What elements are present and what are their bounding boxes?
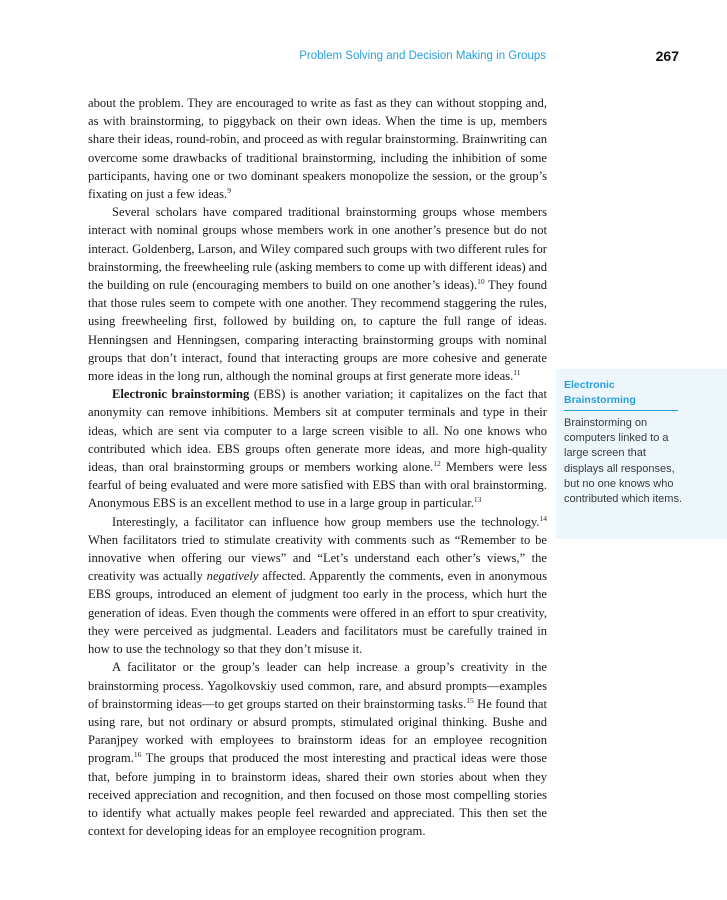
footnote-ref-12: 12	[433, 459, 441, 469]
paragraph-text: A facilitator or the group’s leader can help increase a group’s creativity in the brainstorming process. Yagolkovskiy used common, rare, and absurd prompts—examples of brainstorming ideas—to get groups started on their brainstorming tasks.	[88, 660, 547, 711]
paragraph-text: (EBS) is another variation; it capitalizes on the fact that anonymity can remove inhibitions. Members sit at computer terminals and type in their ideas, which are sent via computer to a large screen visible to all. No one knows who contributed which idea. EBS groups often generate more ideas, and more high-quality ideas, than oral brainstorming groups or members working alone.	[88, 387, 547, 475]
body-text	[88, 94, 547, 840]
running-title: Problem Solving and Decision Making in Groups	[299, 50, 546, 62]
emphasis-text: negatively	[206, 569, 259, 584]
footnote-ref-16: 16	[133, 750, 142, 760]
paragraph-text: He found that using rare, but not ordinary or absurd prompts, stimulated original thinking. Bushe and Paranjpey worked with employees to brainstorm ideas for an employee recognition program.	[88, 696, 547, 766]
glossary-definition: Brainstorming on computers linked to a large screen that displays all responses, but no one knows who contributed which items.	[564, 417, 682, 506]
running-head	[0, 50, 727, 70]
paragraph-text: They found that those rules seem to compete with one another. They recommend staggering the rules, using freewheeling first, followed by building on, to capture the full range of ideas. Henningsen and Henningsen, comparing interacting brainstorming groups with nominal groups that don’t interact, found that interacting groups are more cohesive and generate more ideas in the long run, although the nominal groups at first generate more ideas.	[88, 278, 547, 384]
margin-glossary-note	[556, 369, 727, 539]
footnote-ref-11: 11	[513, 368, 521, 378]
paragraph-2	[88, 203, 547, 385]
paragraph-4	[88, 513, 547, 659]
key-term: Electronic brainstorming	[112, 387, 250, 402]
paragraph-text: Members were less fearful of being evaluated and were more satisfied with EBS than with oral brainstorming. Anonymous EBS is an excellent method to use in a large group in particular.	[88, 460, 547, 511]
paragraph-text: When facilitators tried to stimulate creativity with comments such as “Remember to be innovative when offering our views” and “Let’s understand each other’s views,” the creativity was actually	[88, 532, 547, 584]
footnote-ref-15: 15	[466, 695, 474, 705]
paragraph-text: The groups that produced the most interesting and practical ideas were those that, before jumping in to brainstorm ideas, shared their own stories about when they received appreciation and recognition, and then focused on those most compelling stories to identify what actually makes people feel rewarded and appreciated. This then set the context for developing ideas for an employee recognition program.	[88, 751, 547, 839]
paragraph-text: affected. Apparently the comments, even in anonymous EBS groups, introduced an element of judgment too early in the process, which hurt the generation of ideas. Even though the comments were offered in an effort to spur creativity, they were perceived as judgmental. Leaders and facilitators must be carefully trained in how to use the technology so that they don’t misuse it.	[88, 569, 547, 657]
paragraph-text: Interestingly, a facilitator can influence how group members use the technology.	[112, 514, 540, 529]
paragraph-3	[88, 385, 547, 512]
page-number: 267	[655, 48, 679, 64]
glossary-term: Electronic Brainstorming	[564, 378, 678, 411]
footnote-ref-14: 14	[539, 513, 547, 523]
footnote-ref-9: 9	[227, 186, 231, 196]
footnote-ref-13: 13	[473, 495, 482, 505]
paragraph-1	[88, 94, 547, 203]
paragraph-text: Several scholars have compared traditional brainstorming groups whose members interact with nominal groups whose members work in one another’s presence but do not interact. Goldenberg, Larson, and Wiley compared such groups with two different rules for brainstorming, the freewheeling rule (asking members to come up with different ideas) and the building on rule (encouraging members to build on one another’s ideas).	[88, 205, 547, 293]
footnote-ref-10: 10	[477, 277, 485, 287]
paragraph-5	[88, 658, 547, 840]
paragraph-text: about the problem. They are encouraged to write as fast as they can without stopping and, as with brainstorming, to piggyback on their own ideas. When the time is up, members share their ideas, round-robin, and proceed as with regular brainstorming. Brainwriting can overcome some drawbacks of traditional brainstorming, including the inhibition of some participants, having one or two dominant speakers monopolize the session, or the group’s fixating on just a few ideas.	[88, 96, 547, 202]
